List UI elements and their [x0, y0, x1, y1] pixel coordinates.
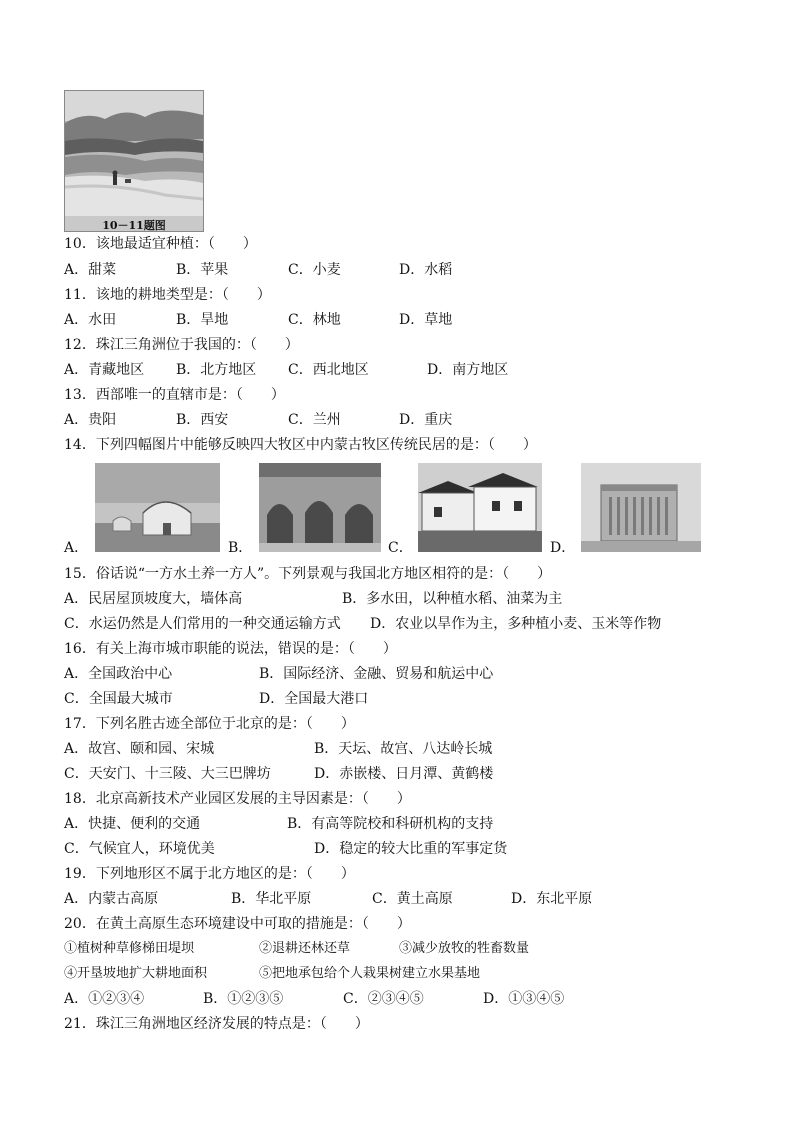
question-12-option-d[interactable]: D．南方地区 [427, 362, 509, 378]
cave-dwelling-image [259, 463, 381, 552]
question-14-option-a[interactable]: A． [64, 540, 89, 556]
terrace-field-photo [64, 90, 204, 232]
question-15-option-b[interactable]: B．多水田，以种植水稻、油菜为主 [342, 591, 563, 607]
question-16-option-a[interactable]: A．全国政治中心 [64, 666, 173, 682]
question-17-option-b[interactable]: B．天坛、故宫、八达岭长城 [314, 741, 493, 757]
question-17-option-c[interactable]: C．天安门、十三陵、大三巴牌坊 [64, 766, 271, 782]
question-11-option-d[interactable]: D．草地 [399, 312, 453, 328]
question-20-measure-3: ③减少放牧的牲畜数量 [399, 941, 530, 956]
question-21-stem: 21．珠江三角洲地区经济发展的特点是：（ ） [64, 1016, 369, 1032]
question-11-option-a[interactable]: A．水田 [64, 312, 117, 328]
question-19-option-d[interactable]: D．东北平原 [511, 891, 593, 907]
yurt-image [95, 463, 220, 552]
question-16-option-c[interactable]: C．全国最大城市 [64, 691, 173, 707]
question-13-option-d[interactable]: D．重庆 [399, 412, 453, 428]
question-13-stem: 13．西部唯一的直辖市是：（ ） [64, 387, 285, 403]
question-15-option-a[interactable]: A．民居屋顶坡度大，墙体高 [64, 591, 243, 607]
question-20-option-a[interactable]: A．①②③④ [64, 991, 145, 1007]
question-12-option-c[interactable]: C．西北地区 [288, 362, 369, 378]
question-10-option-b[interactable]: B．苹果 [176, 262, 229, 278]
question-17-option-d[interactable]: D．赤嵌楼、日月潭、黄鹤楼 [314, 766, 494, 782]
question-16-option-b[interactable]: B．国际经济、金融、贸易和航运中心 [259, 666, 494, 682]
question-14-option-c[interactable]: C． [388, 540, 413, 556]
question-12-option-a[interactable]: A．青藏地区 [64, 362, 145, 378]
question-18-option-a[interactable]: A．快捷、便利的交通 [64, 816, 201, 832]
question-13-option-b[interactable]: B．西安 [176, 412, 229, 428]
question-16-option-d[interactable]: D．全国最大港口 [259, 691, 369, 707]
terrace-field-image [65, 91, 203, 231]
question-12-option-b[interactable]: B．北方地区 [176, 362, 257, 378]
question-19-stem: 19．下列地形区不属于北方地区的是：（ ） [64, 866, 355, 882]
question-13-option-c[interactable]: C．兰州 [288, 412, 341, 428]
huizhou-house-photo[interactable] [418, 463, 542, 552]
question-18-option-d[interactable]: D．稳定的较大比重的军事定货 [314, 841, 508, 857]
question-20-measure-4: ④开垦坡地扩大耕地面积 [64, 966, 208, 981]
cave-dwelling-photo[interactable] [259, 463, 381, 552]
question-15-stem: 15．俗话说“一方水土养一方人”。下列景观与我国北方地区相符的是：（ ） [64, 566, 552, 582]
question-18-stem: 18．北京高新技术产业园区发展的主导因素是：（ ） [64, 791, 411, 807]
question-16-stem: 16．有关上海市城市职能的说法，错误的是：（ ） [64, 641, 397, 657]
question-18-option-c[interactable]: C．气候宜人，环境优美 [64, 841, 215, 857]
question-10-stem: 10．该地最适宜种植：（ ） [64, 236, 257, 252]
question-19-option-a[interactable]: A．内蒙古高原 [64, 891, 159, 907]
huizhou-house-image [418, 463, 542, 552]
mud-house-photo[interactable] [581, 463, 701, 552]
question-20-option-c[interactable]: C．②③④⑤ [343, 991, 424, 1007]
question-14-option-b[interactable]: B． [228, 540, 253, 556]
question-12-stem: 12．珠江三角洲位于我国的：（ ） [64, 337, 299, 353]
question-11-stem: 11．该地的耕地类型是：（ ） [64, 287, 271, 303]
question-18-option-b[interactable]: B．有高等院校和科研机构的支持 [287, 816, 494, 832]
yurt-photo[interactable] [95, 463, 220, 552]
question-15-option-c[interactable]: C．水运仍然是人们常用的一种交通运输方式 [64, 616, 341, 632]
question-10-option-d[interactable]: D．水稻 [399, 262, 453, 278]
question-14-option-d[interactable]: D． [550, 540, 576, 556]
question-10-option-c[interactable]: C．小麦 [288, 262, 341, 278]
question-20-option-b[interactable]: B．①②③⑤ [203, 991, 284, 1007]
figure-caption: 10－11题图 [102, 219, 166, 232]
question-17-stem: 17．下列名胜古迹全部位于北京的是：（ ） [64, 716, 355, 732]
question-10-option-a[interactable]: A．甜菜 [64, 262, 117, 278]
question-19-option-b[interactable]: B．华北平原 [231, 891, 312, 907]
question-11-option-c[interactable]: C．林地 [288, 312, 341, 328]
question-17-option-a[interactable]: A．故宫、颐和园、宋城 [64, 741, 215, 757]
question-19-option-c[interactable]: C．黄土高原 [372, 891, 453, 907]
question-20-measure-2: ②退耕还林还草 [259, 941, 351, 956]
question-11-option-b[interactable]: B．旱地 [176, 312, 229, 328]
question-13-option-a[interactable]: A．贵阳 [64, 412, 117, 428]
question-15-option-d[interactable]: D．农业以旱作为主，多种植小麦、玉米等作物 [370, 616, 662, 632]
question-14-stem: 14．下列四幅图片中能够反映四大牧区中内蒙古牧区传统民居的是：（ ） [64, 437, 537, 453]
question-20-option-d[interactable]: D．①③④⑤ [483, 991, 565, 1007]
mud-house-image [581, 463, 701, 552]
question-20-stem: 20．在黄土高原生态环境建设中可取的措施是：（ ） [64, 916, 411, 932]
question-20-measure-1: ①植树种草修梯田堤坝 [64, 941, 195, 956]
question-20-measure-5: ⑤把地承包给个人栽果树建立水果基地 [259, 966, 481, 981]
